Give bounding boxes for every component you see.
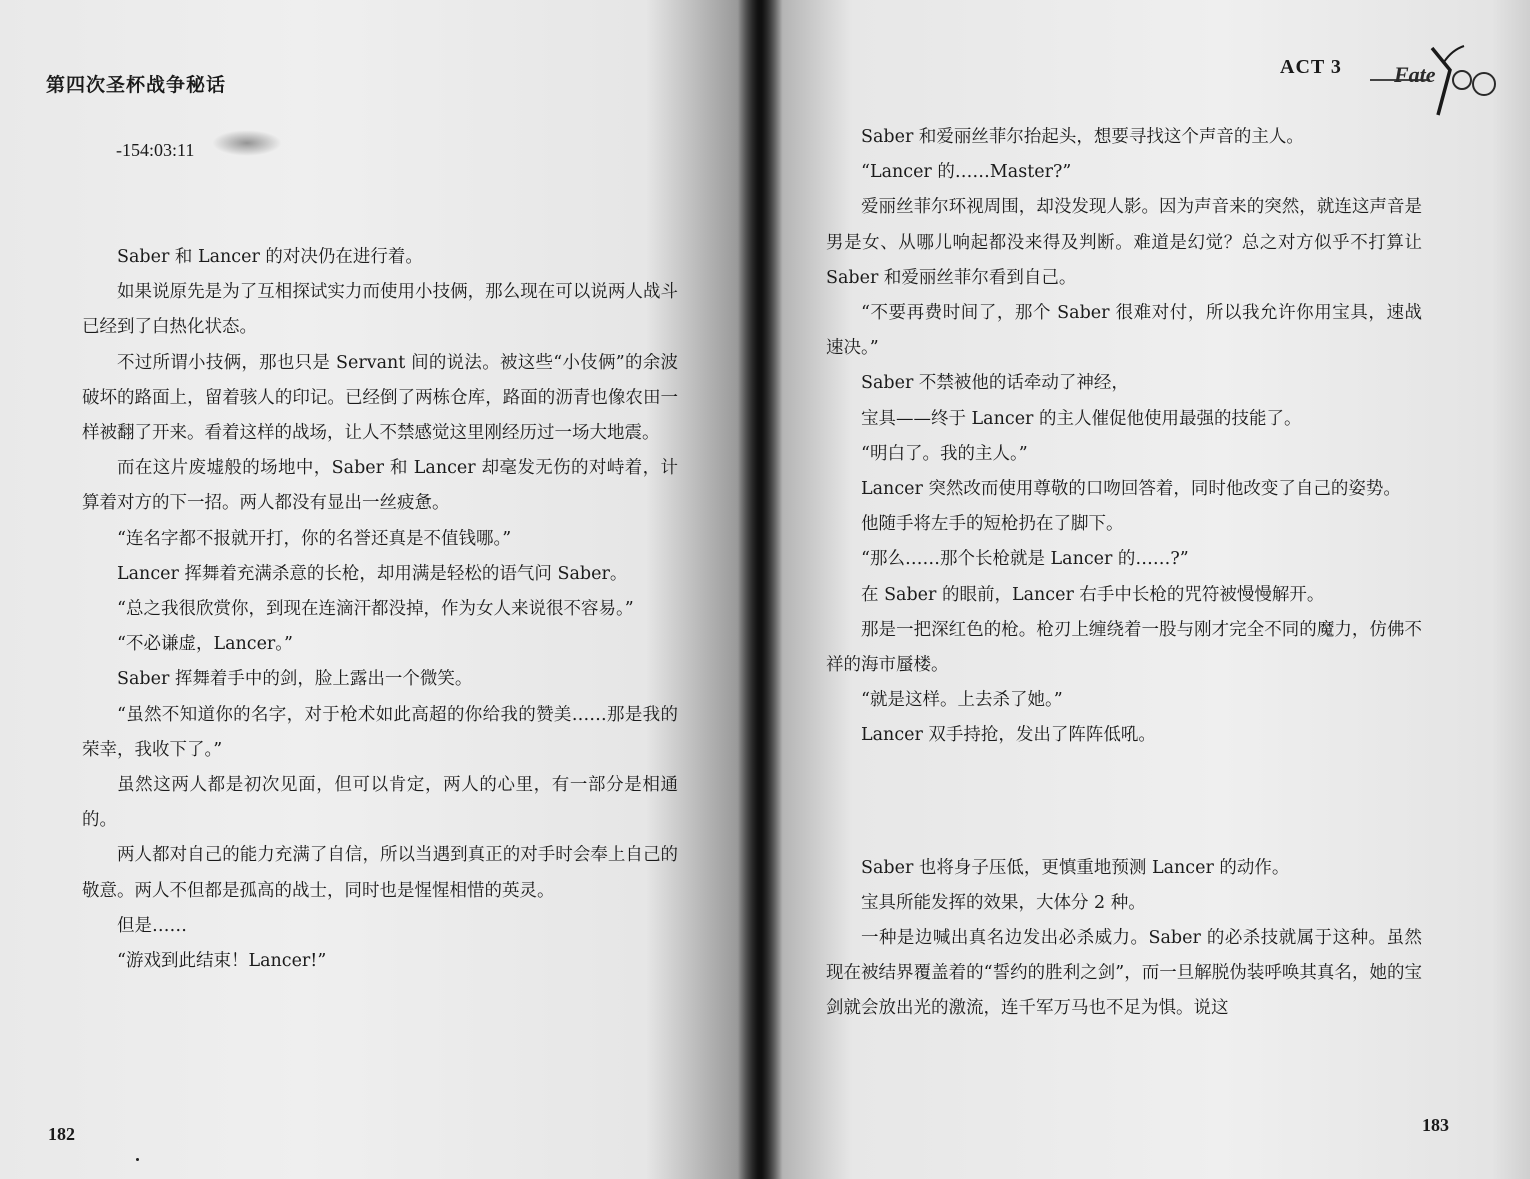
paragraph: Lancer 双手持抢，发出了阵阵低吼。 bbox=[861, 725, 1156, 746]
dust-speck bbox=[136, 1158, 139, 1161]
paragraph: “连名字都不报就开打，你的名誉还真是不值钱哪。” bbox=[117, 528, 512, 549]
paragraph: “不要再费时间了，那个 Saber 很难对付，所以我允许你用宝具，速战速决。” bbox=[826, 303, 1422, 359]
paragraph: 两人都对自己的能力充满了自信，所以当遇到真正的对手时会奉上自己的敬意。两人不但都是孤高的战士，同时也是惺惺相惜的英灵。 bbox=[82, 845, 678, 901]
paragraph: “不必谦虚，Lancer。” bbox=[117, 634, 293, 655]
paragraph: Saber 不禁被他的话牵动了神经， bbox=[861, 373, 1129, 394]
fate-zero-logo bbox=[1392, 40, 1502, 120]
paragraph: 一种是边喊出真名边发出必杀威力。Saber 的必杀技就属于这种。虽然现在被结界覆盖着的“誓约的胜利之剑”，而一旦解脱伪装呼唤其真名，她的宝剑就会放出光的激流，连千军万马也不足为惧。说这 bbox=[826, 928, 1422, 1019]
paragraph: 宝具所能发挥的效果，大体分 2 种。 bbox=[861, 892, 1146, 913]
running-head-left: 第四次圣杯战争秘话 bbox=[46, 74, 227, 96]
page-number-right: 183 bbox=[1422, 1115, 1449, 1135]
paragraph: “就是这样。上去杀了她。” bbox=[861, 690, 1063, 711]
section-break bbox=[826, 754, 1422, 851]
paragraph: 那是一把深红色的枪。枪刃上缠绕着一股与刚才完全不同的魔力，仿佛不祥的海市蜃楼。 bbox=[826, 619, 1422, 676]
paragraph: Saber 和爱丽丝菲尔抬起头，想要寻找这个声音的主人。 bbox=[861, 127, 1304, 147]
left-page bbox=[0, 0, 760, 1179]
paragraph: “那么……那个长枪就是 Lancer 的……?” bbox=[861, 549, 1189, 570]
left-page-text bbox=[82, 240, 678, 979]
page-number-left: 182 bbox=[48, 1124, 75, 1144]
paragraph: “明白了。我的主人。” bbox=[861, 443, 1028, 464]
paragraph: 如果说原先是为了互相探试实力而使用小技俩，那么现在可以说两人战斗已经到了白热化状态。 bbox=[82, 282, 678, 338]
paragraph: “Lancer 的……Master?” bbox=[861, 162, 1072, 183]
paragraph: 而在这片废墟般的场地中，Saber 和 Lancer 却毫发无伤的对峙着，计算着对方的下一招。两人都没有显出一丝疲惫。 bbox=[82, 458, 678, 514]
paragraph: Saber 挥舞着手中的剑，脸上露出一个微笑。 bbox=[117, 669, 473, 690]
paragraph: 宝具——终于 Lancer 的主人催促他使用最强的技能了。 bbox=[861, 408, 1302, 429]
paragraph: 但是…… bbox=[117, 915, 187, 936]
running-head-right: ACT 3 bbox=[1280, 56, 1342, 78]
paragraph: 虽然这两人都是初次见面，但可以肯定，两人的心里，有一部分是相通的。 bbox=[82, 775, 678, 831]
timecode: -154:03:11 bbox=[116, 140, 195, 160]
book-gutter bbox=[738, 0, 782, 1179]
ink-smudge bbox=[212, 130, 282, 156]
paragraph: Lancer 挥舞着充满杀意的长枪，却用满是轻松的语气问 Saber。 bbox=[117, 563, 628, 584]
paragraph: 他随手将左手的短枪扔在了脚下。 bbox=[861, 514, 1124, 535]
paragraph: “虽然不知道你的名字，对于枪术如此高超的你给我的赞美……那是我的荣幸，我收下了。” bbox=[82, 704, 678, 760]
paragraph: 爱丽丝菲尔环视周围，却没发现人影。因为声音来的突然，就连这声音是男是女、从哪儿响起都没来得及判断。难道是幻觉？总之对方似乎不打算让 Saber 和爱丽丝菲尔看到自己。 bbox=[826, 197, 1422, 288]
paragraph: Lancer 突然改而使用尊敬的口吻回答着，同时他改变了自己的姿势。 bbox=[861, 479, 1401, 500]
paragraph: Saber 也将身子压低，更慎重地预测 Lancer 的动作。 bbox=[861, 857, 1290, 878]
right-page-text bbox=[826, 120, 1422, 1027]
logo-text: Fate/Zero bbox=[1392, 40, 1397, 41]
paragraph: Saber 和 Lancer 的对决仍在进行着。 bbox=[117, 247, 423, 267]
paragraph: “游戏到此结束！Lancer!” bbox=[117, 951, 327, 972]
svg-text:Fate: Fate bbox=[1394, 62, 1436, 87]
paragraph: 在 Saber 的眼前，Lancer 右手中长枪的咒符被慢慢解开。 bbox=[861, 584, 1325, 605]
right-page bbox=[760, 0, 1530, 1179]
paragraph: “总之我很欣赏你，到现在连滴汗都没掉，作为女人来说很不容易。” bbox=[117, 599, 634, 620]
paragraph: 不过所谓小技俩，那也只是 Servant 间的说法。被这些“小伎俩”的余波破坏的路面上，留着骇人的印记。已经倒了两栋仓库，路面的沥青也像农田一样被翻了开来。看着这样的战场，让人不禁感觉这里刚经历过一场大地震。 bbox=[82, 352, 678, 444]
